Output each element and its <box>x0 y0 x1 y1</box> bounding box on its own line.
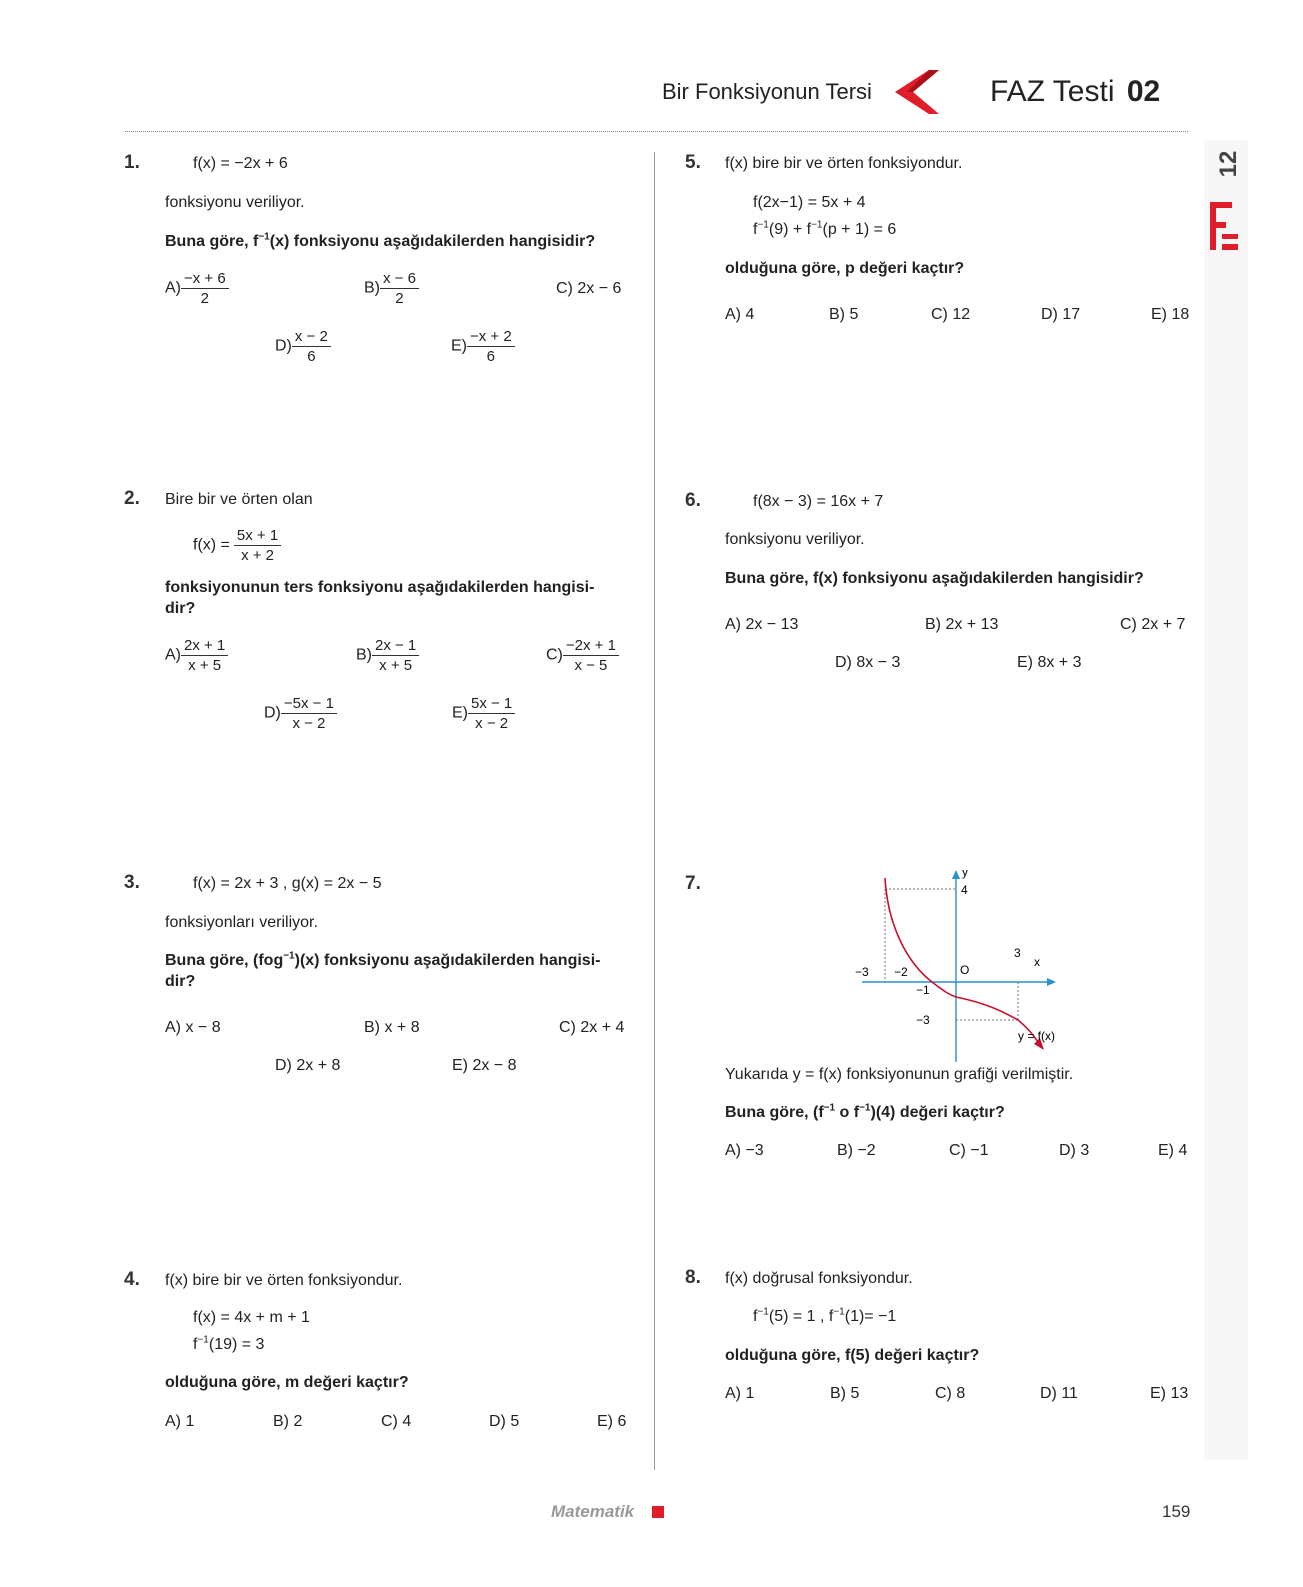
option-label: E) <box>451 337 467 355</box>
option-value: 2x + 8 <box>296 1057 341 1074</box>
q7-question-b: o f <box>835 1104 860 1121</box>
q3-formula: f(x) = 2x + 3 , g(x) = 2x − 5 <box>193 875 382 892</box>
q4-question: olduğuna göre, m değeri kaçtır? <box>165 1374 409 1391</box>
option-value: 1 <box>745 1385 755 1402</box>
q1-question-sup: −1 <box>258 231 270 243</box>
q7-question <box>725 1103 1005 1123</box>
q1-question-text2: (x) fonksiyonu aşağıdakilerden hangisidir? <box>269 233 596 250</box>
q2-given: Bire bir ve örten olan <box>165 491 313 508</box>
q3-given: fonksiyonları veriliyor. <box>165 914 318 931</box>
fraction-denominator: 2 <box>395 290 404 307</box>
q6-formula: f(8x − 3) = 16x + 7 <box>753 493 884 510</box>
footer-subject: Matematik <box>551 1502 635 1521</box>
option-label: B) <box>364 1019 380 1036</box>
q8-option-a[interactable] <box>725 1384 754 1404</box>
fraction-numerator: 2x − 1 <box>372 636 419 656</box>
option-label: C) <box>381 1413 398 1430</box>
option-value: 17 <box>1062 306 1081 323</box>
option-value: 5 <box>850 1385 860 1402</box>
option-label: A) <box>165 1413 181 1430</box>
option-label: D) <box>275 337 292 355</box>
q4-given: f(x) bire bir ve örten fonksiyondur. <box>165 1272 403 1289</box>
q4-eq2-b: (19) = 3 <box>208 1336 265 1353</box>
fraction-denominator: 6 <box>307 348 316 365</box>
q1-option-e[interactable] <box>451 327 515 366</box>
option-label: B) <box>837 1142 853 1159</box>
option-value: −3 <box>745 1142 764 1159</box>
option-value: 4 <box>745 306 755 323</box>
option-value: 1 <box>185 1413 195 1430</box>
q5-eq1: f(2x−1) = 5x + 4 <box>753 194 866 211</box>
q6-option-b[interactable] <box>925 615 998 635</box>
function-label: f(x) = <box>193 536 230 554</box>
option-label: C) <box>931 306 948 323</box>
option-label: D) <box>264 704 281 722</box>
q1-formula: f(x) = −2x + 6 <box>193 155 288 172</box>
option-value: 2x + 4 <box>580 1019 625 1036</box>
option-value: 2x − 8 <box>472 1057 517 1074</box>
q4-eq2-sup: −1 <box>197 1334 209 1346</box>
graph-curve-label: y = f(x) <box>1018 1029 1056 1043</box>
q4-number: 4. <box>124 1269 140 1290</box>
option-label: B) <box>273 1413 289 1430</box>
page-number: 159 <box>1162 1502 1191 1521</box>
fraction-denominator: x − 2 <box>292 715 326 732</box>
option-label: E) <box>452 1057 468 1074</box>
option-value: x + 8 <box>384 1019 420 1036</box>
test-name: FAZ Testi <box>990 75 1115 108</box>
q3-question-sup: −1 <box>283 950 295 962</box>
fraction-denominator: 6 <box>486 348 496 365</box>
q8-eq-c: (1)= −1 <box>844 1308 897 1325</box>
q2-option-c[interactable] <box>546 636 619 675</box>
option-value: 2x + 7 <box>1141 616 1186 633</box>
option-label: D) <box>835 654 852 671</box>
q1-option-c[interactable] <box>556 279 621 299</box>
option-label: C) <box>1120 616 1137 633</box>
option-label: B) <box>925 616 941 633</box>
q3-option-a[interactable] <box>165 1018 221 1038</box>
q7-option-b[interactable] <box>837 1141 876 1161</box>
q5-question: olduğuna göre, p değeri kaçtır? <box>725 260 965 277</box>
q3-question-line2: dir? <box>165 973 196 990</box>
option-value: 8 <box>956 1385 966 1402</box>
q2-question-line1: fonksiyonunun ters fonksiyonu aşağıdakilerden hangisi- <box>165 579 595 596</box>
graph-tick-ym1: −1 <box>916 983 930 997</box>
q7-option-d[interactable] <box>1059 1141 1089 1161</box>
option-label: A) <box>165 1019 181 1036</box>
fraction-numerator: −x + 2 <box>467 327 515 347</box>
option-value: x − 8 <box>185 1019 221 1036</box>
fraction-numerator: 5x + 1 <box>234 526 281 546</box>
q8-question: olduğuna göre, f(5) değeri kaçtır? <box>725 1347 980 1364</box>
q7-number: 7. <box>685 873 701 894</box>
q6-option-c[interactable] <box>1120 615 1185 635</box>
q2-option-a[interactable] <box>165 636 228 675</box>
q3-question-line1 <box>165 951 600 971</box>
q2-option-e[interactable] <box>452 694 515 733</box>
option-label: A) <box>725 306 741 323</box>
option-label: E) <box>1150 1385 1166 1402</box>
q7-question-c: )(4) değeri kaçtır? <box>870 1104 1005 1121</box>
option-value: 5 <box>510 1413 520 1430</box>
option-value: −2 <box>857 1142 876 1159</box>
q8-eq-sup2: −1 <box>833 1306 845 1318</box>
option-label: B) <box>364 279 380 297</box>
q2-question-line2: dir? <box>165 600 196 617</box>
fraction-numerator: x − 6 <box>380 269 419 289</box>
graph-x-axis-label: x <box>1034 955 1040 969</box>
q1-given: fonksiyonu veriliyor. <box>165 194 305 211</box>
option-value: 4 <box>402 1413 412 1430</box>
q2-option-b[interactable] <box>356 636 419 675</box>
option-value: 2x − 13 <box>745 616 799 633</box>
q4-eq1: f(x) = 4x + m + 1 <box>193 1309 310 1326</box>
option-value: 3 <box>1080 1142 1090 1159</box>
fraction-numerator: −2x + 1 <box>563 636 619 656</box>
option-label: E) <box>1158 1142 1174 1159</box>
q5-eq2-sup1: −1 <box>757 219 769 231</box>
q4-option-d[interactable] <box>489 1412 519 1432</box>
option-label: D) <box>489 1413 506 1430</box>
q3-option-b[interactable] <box>364 1018 420 1038</box>
option-label: D) <box>1041 306 1058 323</box>
q7-question-sup2: −1 <box>859 1102 871 1114</box>
option-label: E) <box>1017 654 1033 671</box>
graph-origin-label: O <box>960 963 970 977</box>
option-value: 13 <box>1170 1385 1189 1402</box>
q5-eq2-c: (p + 1) = 6 <box>822 221 897 238</box>
q8-given: f(x) doğrusal fonksiyondur. <box>725 1270 913 1287</box>
q5-eq2-a: f <box>753 221 758 238</box>
option-value: 8x − 3 <box>856 654 901 671</box>
chevron-logo-icon <box>893 68 941 116</box>
option-label: B) <box>829 306 845 323</box>
q7-function-graph <box>850 870 1090 1070</box>
option-label: E) <box>597 1413 613 1430</box>
column-divider <box>654 152 655 1470</box>
option-label: D) <box>275 1057 292 1074</box>
side-tab <box>1204 140 1248 1460</box>
option-label: C) <box>556 280 573 297</box>
q5-option-e[interactable] <box>1151 305 1189 325</box>
option-label: A) <box>165 646 181 664</box>
fraction-numerator: −5x − 1 <box>281 694 337 714</box>
q8-number: 8. <box>685 1267 701 1288</box>
q6-option-e[interactable] <box>1017 653 1081 673</box>
option-value: 8x + 3 <box>1037 654 1082 671</box>
option-value: 5 <box>849 306 859 323</box>
option-label: B) <box>356 646 372 664</box>
q8-option-e[interactable] <box>1150 1384 1188 1404</box>
fraction-numerator: −x + 6 <box>181 269 229 289</box>
q5-eq2 <box>753 220 896 240</box>
option-value: −1 <box>970 1142 989 1159</box>
q6-given: fonksiyonu veriliyor. <box>725 531 865 548</box>
option-value: 11 <box>1061 1385 1078 1402</box>
q6-number: 6. <box>685 490 701 511</box>
q8-option-c[interactable] <box>935 1384 965 1404</box>
q2-option-d[interactable] <box>264 694 337 733</box>
option-label: D) <box>1040 1385 1057 1402</box>
q1-option-d[interactable] <box>275 327 331 366</box>
option-label: A) <box>725 616 741 633</box>
q4-eq2-a: f <box>193 1336 198 1353</box>
q1-question-text: Buna göre, f <box>165 233 259 250</box>
option-value: 6 <box>617 1413 627 1430</box>
q2-number: 2. <box>124 488 140 509</box>
q3-option-d[interactable] <box>275 1056 340 1076</box>
q6-option-a[interactable] <box>725 615 798 635</box>
option-value: 2x − 6 <box>577 280 622 297</box>
graph-tick-xm2: −2 <box>894 965 908 979</box>
q8-eq-sup1: −1 <box>757 1306 769 1318</box>
option-label: C) <box>935 1385 952 1402</box>
option-label: E) <box>1151 306 1167 323</box>
fraction-denominator: x + 5 <box>188 657 222 674</box>
fraction-denominator: 2 <box>200 290 210 307</box>
graph-tick-x3: 3 <box>1014 946 1021 960</box>
q7-given: Yukarıda y = f(x) fonksiyonunun grafiği verilmiştir. <box>725 1066 1074 1083</box>
q5-option-c[interactable] <box>931 305 970 325</box>
fraction-denominator: x + 5 <box>379 657 413 674</box>
option-label: A) <box>165 279 181 297</box>
q3-question-text2: )(x) fonksiyonu aşağıdakilerden hangisi- <box>294 952 601 969</box>
q5-number: 5. <box>685 152 701 173</box>
option-value: 2x + 13 <box>945 616 999 633</box>
option-label: B) <box>830 1385 846 1402</box>
q7-question-sup1: −1 <box>823 1102 836 1114</box>
header-topic: Bir Fonksiyonun Tersi <box>662 79 872 104</box>
q3-question-text: Buna göre, (fog <box>165 952 284 969</box>
fraction-denominator: x − 2 <box>475 715 509 732</box>
q5-eq2-b: (9) + f <box>768 221 812 238</box>
q6-question: Buna göre, f(x) fonksiyonu aşağıdakilerden hangisidir? <box>725 570 1144 587</box>
q6-option-d[interactable] <box>835 653 900 673</box>
q5-option-b[interactable] <box>829 305 858 325</box>
option-label: C) <box>949 1142 966 1159</box>
side-tab-number: 12 <box>1215 150 1242 178</box>
q8-eq <box>753 1307 896 1327</box>
q7-option-a[interactable] <box>725 1141 764 1161</box>
graph-tick-ym3: −3 <box>916 1013 930 1027</box>
fraction-denominator: x + 2 <box>241 547 274 564</box>
q8-option-d[interactable] <box>1040 1384 1078 1404</box>
q4-eq2 <box>193 1335 264 1355</box>
fraction-numerator: 5x − 1 <box>468 694 515 714</box>
q7-option-c[interactable] <box>949 1141 989 1161</box>
option-value: 18 <box>1171 306 1190 323</box>
option-value: 12 <box>952 306 971 323</box>
fraction-numerator: x − 2 <box>292 327 331 347</box>
faz-mark-icon <box>1208 200 1240 252</box>
header-rule <box>125 131 1188 132</box>
footer-square-icon <box>652 1506 664 1518</box>
graph-tick-y4: 4 <box>961 883 968 897</box>
q1-option-a[interactable] <box>165 269 229 308</box>
option-label: D) <box>1059 1142 1076 1159</box>
q7-option-e[interactable] <box>1158 1141 1187 1161</box>
option-label: C) <box>546 646 563 664</box>
q1-option-b[interactable] <box>364 269 419 308</box>
option-value: 4 <box>1178 1142 1188 1159</box>
q5-given: f(x) bire bir ve örten fonksiyondur. <box>725 155 963 172</box>
test-number: 02 <box>1126 75 1161 108</box>
q1-question <box>165 232 595 252</box>
option-label: A) <box>725 1142 741 1159</box>
q5-option-a[interactable] <box>725 305 754 325</box>
graph-y-axis-label: y <box>962 870 968 879</box>
q3-option-c[interactable] <box>559 1018 624 1038</box>
q5-option-d[interactable] <box>1041 305 1080 325</box>
q3-number: 3. <box>124 872 140 893</box>
q4-option-b[interactable] <box>273 1412 302 1432</box>
q8-eq-b: (5) = 1 , f <box>768 1308 834 1325</box>
q4-option-c[interactable] <box>381 1412 411 1432</box>
graph-tick-xm3: −3 <box>855 965 869 979</box>
q4-option-a[interactable] <box>165 1412 194 1432</box>
q8-eq-a: f <box>753 1308 758 1325</box>
q4-option-e[interactable] <box>597 1412 626 1432</box>
option-label: C) <box>559 1019 576 1036</box>
option-label: A) <box>725 1385 741 1402</box>
option-value: 2 <box>293 1413 303 1430</box>
q5-eq2-sup2: −1 <box>811 219 823 231</box>
fraction-denominator: x − 5 <box>574 657 608 674</box>
option-label: E) <box>452 704 468 722</box>
q3-option-e[interactable] <box>452 1056 516 1076</box>
q1-number: 1. <box>124 152 140 173</box>
q8-option-b[interactable] <box>830 1384 859 1404</box>
test-title <box>990 74 1160 110</box>
fraction-numerator: 2x + 1 <box>181 636 228 656</box>
q2-function <box>193 526 281 565</box>
q7-question-a: Buna göre, (f <box>725 1104 824 1121</box>
